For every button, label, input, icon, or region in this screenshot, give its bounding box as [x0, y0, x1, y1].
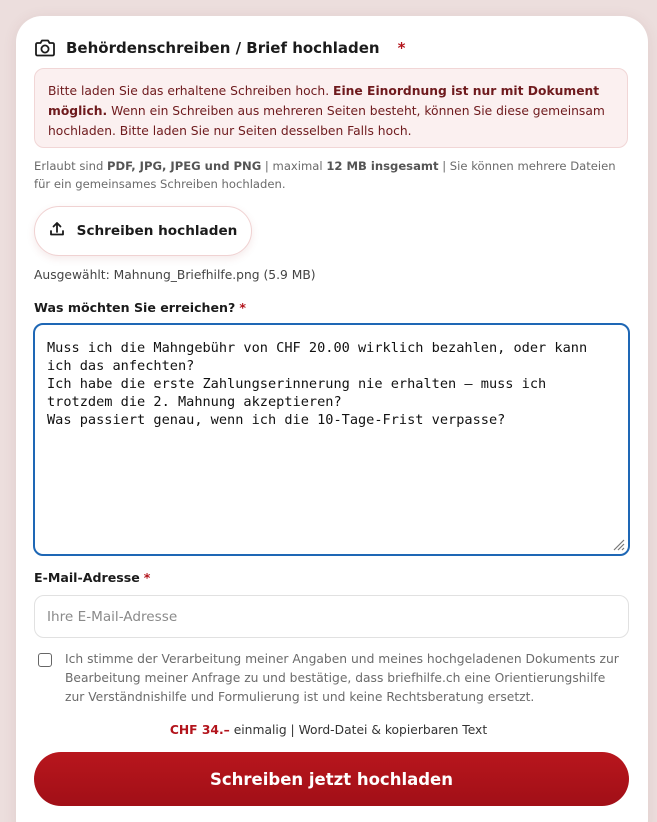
required-marker: * — [143, 570, 151, 585]
selected-file-info: Ausgewählt: Mahnung_Briefhilfe.png (5.9 MB) — [34, 268, 316, 282]
email-label-text: E-Mail-Adresse — [34, 570, 140, 585]
question-textarea-wrapper — [33, 323, 630, 556]
allowed-formats: PDF, JPG, JPEG und PNG — [107, 159, 262, 173]
email-field[interactable] — [34, 595, 629, 638]
submit-button[interactable]: Schreiben jetzt hochladen — [34, 752, 629, 806]
question-label — [34, 300, 246, 315]
upload-section-title: Behördenschreiben / Brief hochladen — [66, 39, 380, 57]
consent-text: Ich stimme der Verarbeitung meiner Angaben und meines hochgeladenen Dokuments zur Bearbeitung meiner Anfrage zu und bestätige, dass briefhilfe.ch eine Orientierungshilfe zur Verständnishilfe und Formulierung ist und keine Rechtsberatung ersetzt. — [65, 652, 619, 704]
notice-text-emphasis: Eine Einordnung ist nur mit Dokument möglich. — [48, 84, 600, 118]
price: CHF 34.– — [169, 723, 230, 737]
question-textarea[interactable] — [35, 325, 628, 554]
camera-icon — [34, 38, 56, 58]
allowed-formats-info — [34, 157, 634, 193]
allowed-mid: | maximal — [261, 159, 327, 173]
consent-checkbox[interactable] — [38, 653, 52, 667]
allowed-suffix: | Sie können mehrere Dateien für ein gemeinsames Schreiben hochladen. — [34, 159, 616, 191]
allowed-prefix: Erlaubt sind — [34, 159, 108, 173]
question-label-text: Was möchten Sie erreichen? — [34, 300, 236, 315]
pricing-info — [0, 723, 657, 737]
resize-grip-icon[interactable] — [611, 537, 625, 551]
upload-section-header — [34, 38, 405, 58]
upload-notice — [34, 68, 628, 148]
email-label — [34, 570, 150, 585]
upload-document-button[interactable] — [34, 206, 252, 256]
required-marker: * — [239, 300, 246, 315]
allowed-size: 12 MB insgesamt — [326, 159, 439, 173]
notice-text-intro: Bitte laden Sie das erhaltene Schreiben hoch. — [48, 84, 334, 98]
consent-row — [38, 650, 628, 707]
upload-button-label: Schreiben hochladen — [76, 223, 238, 239]
upload-icon — [49, 221, 65, 241]
notice-text-details: Wenn ein Schreiben aus mehreren Seiten besteht, können Sie diese gemeinsam hochladen. Bitte laden Sie nur Seiten desselben Falls hoch. — [48, 104, 605, 138]
price-details: einmalig | Word-Datei & kopierbaren Text — [229, 723, 488, 737]
required-marker: * — [397, 39, 406, 57]
